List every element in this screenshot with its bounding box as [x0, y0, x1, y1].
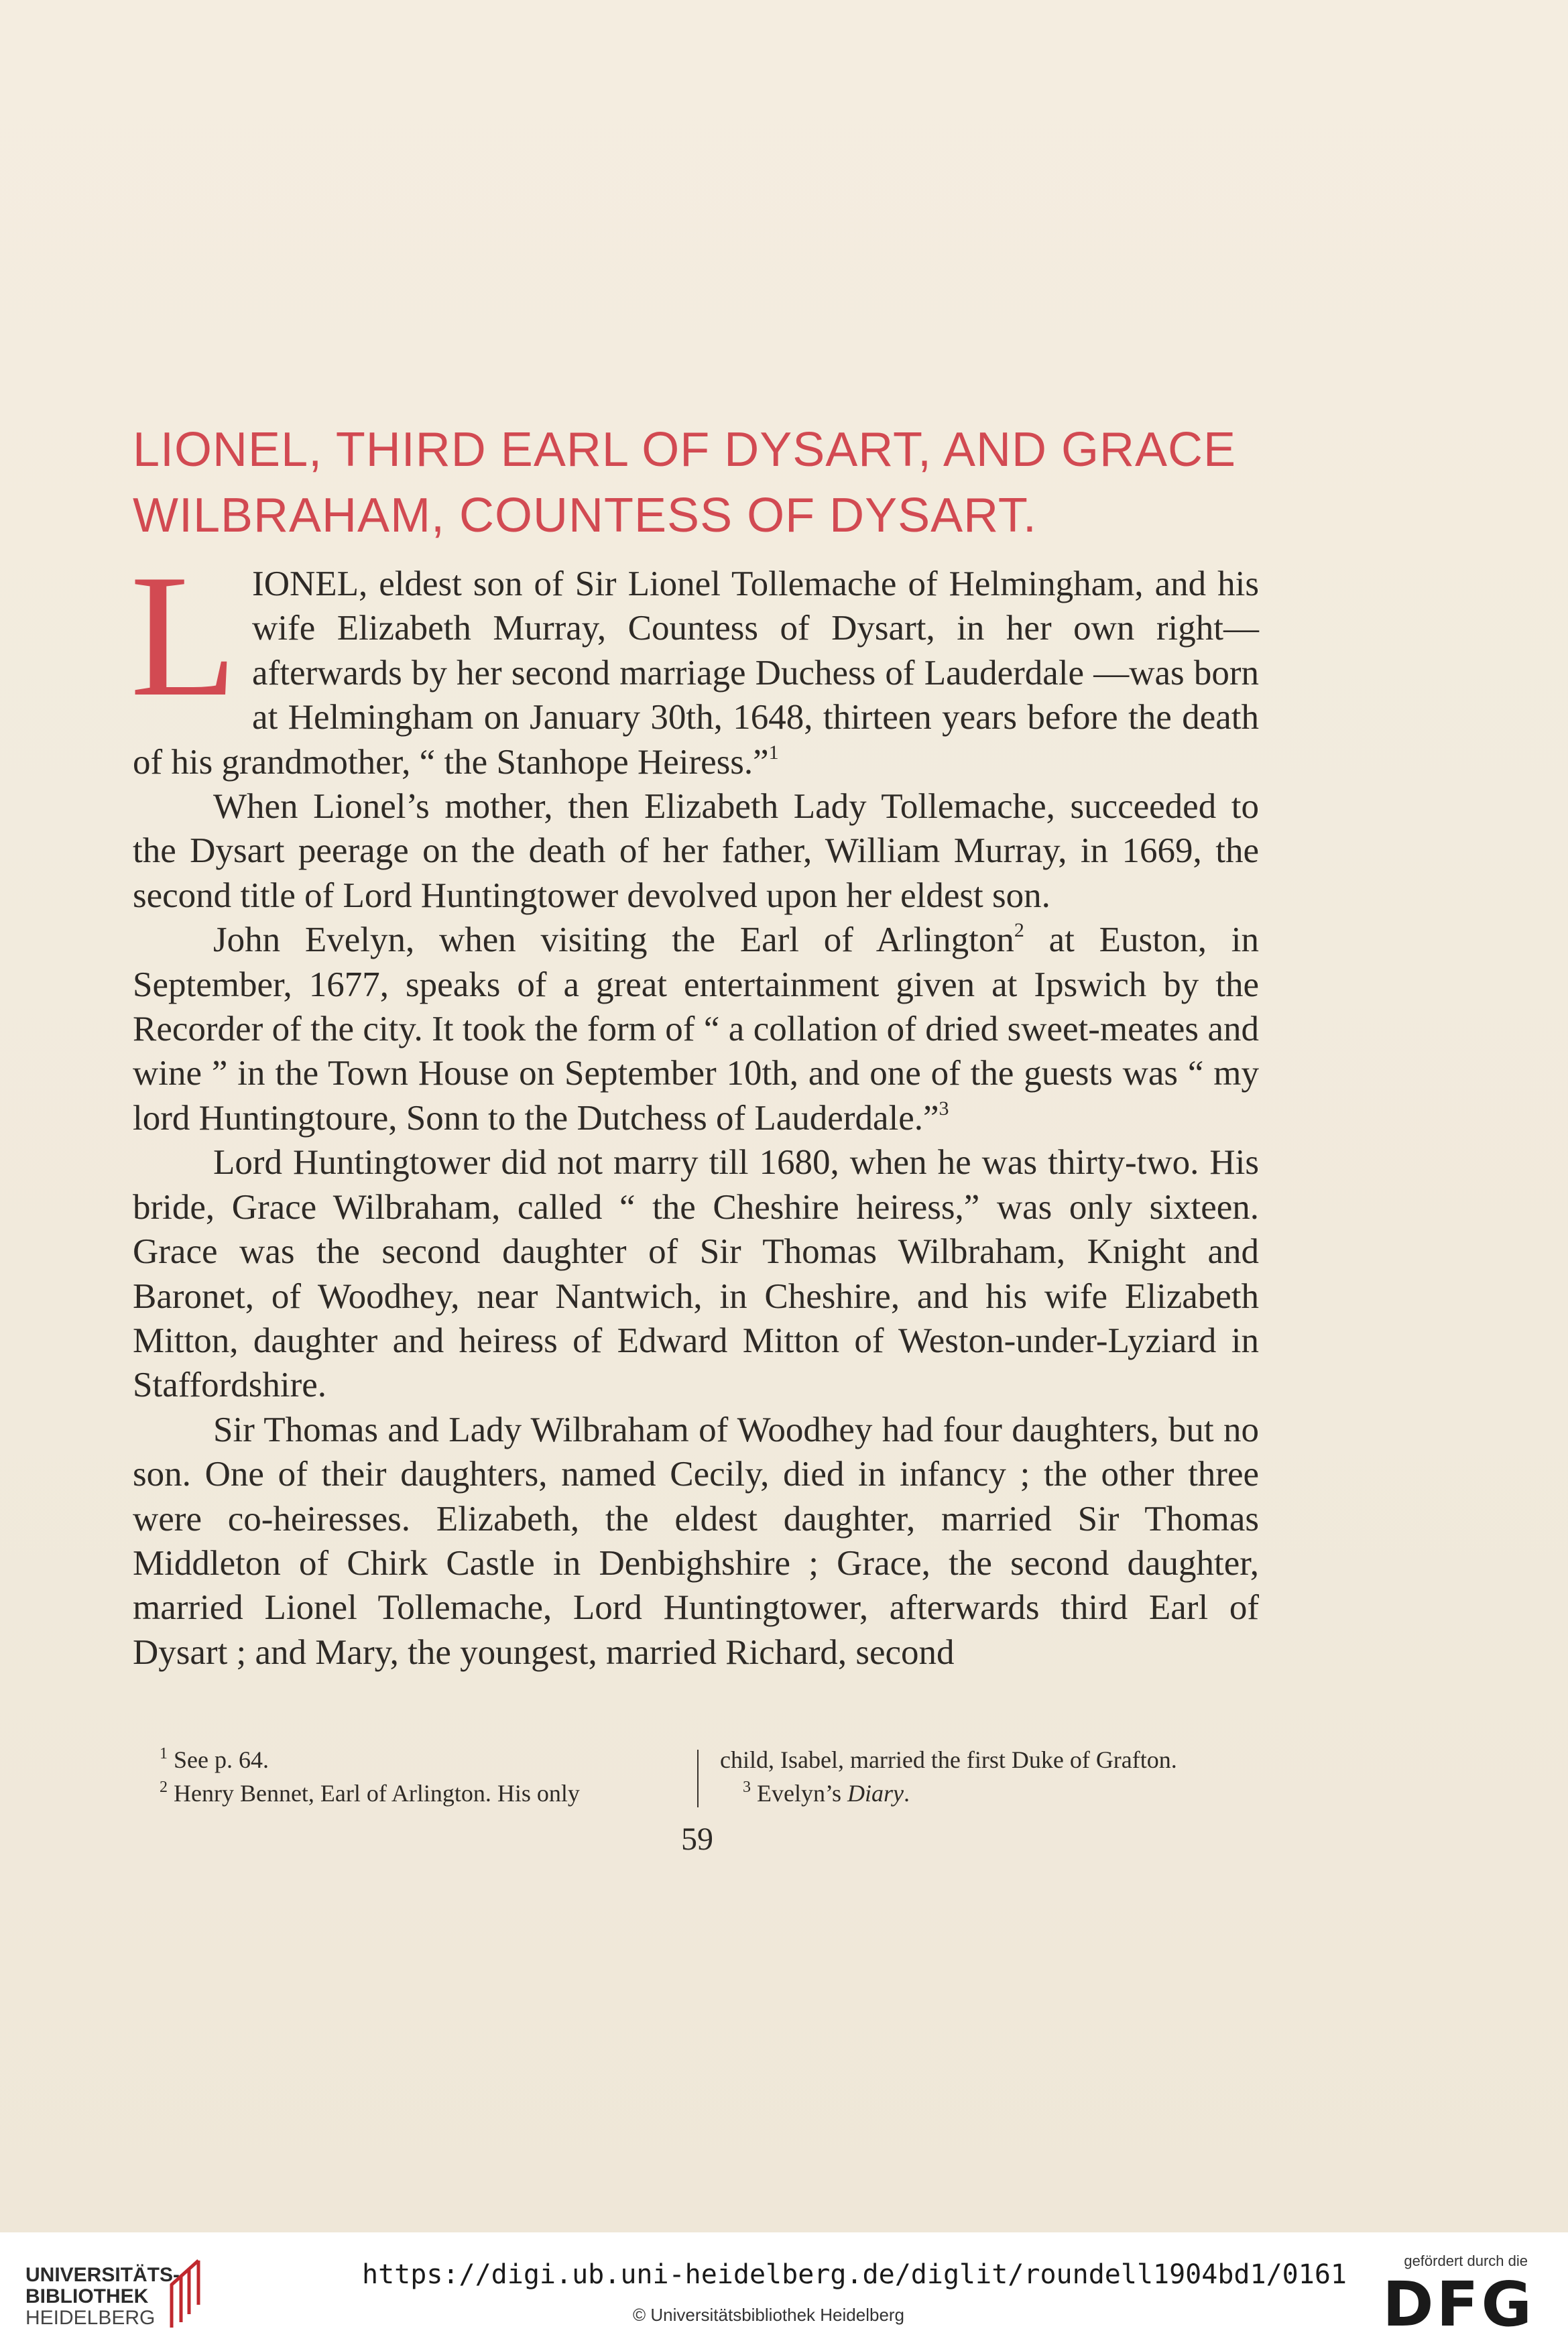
- footnote-ref-2: 2: [1014, 919, 1024, 942]
- footer-bar: [0, 2232, 1568, 2345]
- paragraph-4: Lord Huntingtower did not marry till 1680, when he was thirty-two. His bride, Grace Wilbraham, called “ the Cheshire heiress,” was only sixteen. Grace was the second daughter of Sir Thomas Wilbraham, Knight and Baronet, of Woodhey, near Nantwich, in Cheshire, and his wife Elizabeth Mitton, daughter and heiress of Edward Mitton of Weston-under-Lyziard in Staffordshire.: [133, 1143, 1259, 1405]
- footnotes-right-column: [720, 1743, 1270, 1810]
- dfg-logo[interactable]: DFG: [1382, 2269, 1534, 2340]
- body-text: [130, 538, 1260, 1675]
- chapter-title: [133, 417, 1272, 548]
- paragraph-5: Sir Thomas and Lady Wilbraham of Woodhey had four daughters, but no son. One of their daughters, named Cecily, died in infancy ; the other three were co-heiresses. Elizabeth, the eldest daughter, married Sir Thomas Middleton of Chirk Castle in Denbighshire ; Grace, the second daughter, married Lionel Tollemache, Lord Huntingtower, afterwards third Earl of Dysart ; and Mary, the youngest, married Richard, second: [133, 1410, 1259, 1672]
- paragraph-1: [130, 538, 1259, 784]
- footnote-1-mark: 1: [160, 1745, 168, 1762]
- footnote-ref-3: 3: [939, 1097, 949, 1120]
- permalink-url[interactable]: https://digi.ub.uni-heidelberg.de/diglit/roundell1904bd1/0161: [362, 2259, 1347, 2290]
- copyright-notice: © Universitätsbibliothek Heidelberg: [633, 2305, 905, 2325]
- footnote-1: [160, 1743, 729, 1777]
- footnote-2-mark: 2: [160, 1779, 168, 1796]
- footnote-ref-1: 1: [768, 741, 779, 764]
- footnote-2: [160, 1777, 729, 1810]
- library-logo-icon: [158, 2258, 212, 2332]
- dfg-funding-label: gefördert durch die: [1404, 2252, 1528, 2269]
- logo-line-3: HEIDELBERG: [25, 2307, 156, 2329]
- footnote-3-mark: 3: [743, 1779, 751, 1796]
- logo-line-1: UNIVERSITÄTS-: [25, 2264, 180, 2286]
- paragraph-3-text-a: John Evelyn, when visiting the Earl of Arlington: [213, 920, 1014, 960]
- footnote-3: [720, 1777, 1270, 1810]
- footnote-1-text: See p. 64.: [174, 1746, 269, 1773]
- university-library-logo[interactable]: [25, 2265, 180, 2329]
- chapter-title-line-2: WILBRAHAM, COUNTESS OF DYSART.: [133, 489, 1037, 542]
- paragraph-3: [133, 918, 1259, 1140]
- paragraph-2: When Lionel’s mother, then Elizabeth Lady Tollemache, succeeded to the Dysart peerage on the death of her father, William Murray, in 1669, the second title of Lord Huntingtower devolved upon her eldest son.: [133, 787, 1259, 915]
- chapter-title-line-1: LIONEL, THIRD EARL OF DYSART, AND GRACE: [133, 423, 1237, 477]
- drop-cap: L: [130, 538, 238, 733]
- paragraph-3-text-b: at Euston, in September, 1677, speaks of a great entertainment given at Ipswich by the Recorder of the city. It took the form of “ a collation of dried sweet-meates and wine ” in the Town House on September 10th, and one of the guests was “ my lord Huntingtoure, Sonn to the Dutchess of Lauderdale.”: [133, 920, 1260, 1138]
- footnote-3-end: .: [903, 1780, 910, 1807]
- footnote-2-continued: child, Isabel, married the first Duke of Grafton.: [720, 1746, 1177, 1773]
- paragraph-1-text: IONEL, eldest son of Sir Lionel Tollemache of Helmingham, and his wife Elizabeth Murray, Countess of Dysart, in her own right—afterwards by her second marriage Duchess of Lauderdale —was born at Helmingham on January 30th, 1648, thirteen years before the death of his grandmother, “ the Stanhope Heiress.”: [133, 564, 1259, 782]
- footnote-3-text: Evelyn’s: [757, 1780, 847, 1807]
- logo-line-2: BIBLIOTHEK: [25, 2285, 149, 2307]
- footnote-3-italic: Diary: [847, 1780, 904, 1807]
- footnotes-left-column: [160, 1743, 729, 1810]
- page-number: 59: [681, 1821, 713, 1857]
- footnote-2-text: Henry Bennet, Earl of Arlington. His only: [174, 1780, 580, 1807]
- footnote-divider: [697, 1750, 699, 1807]
